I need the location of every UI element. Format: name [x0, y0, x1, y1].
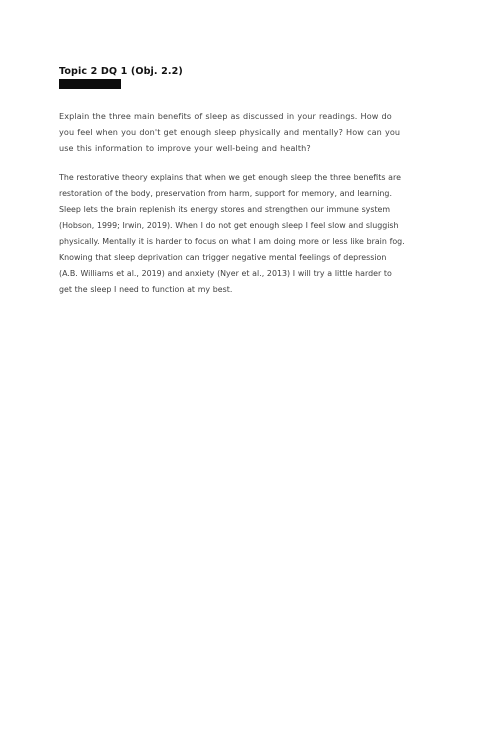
response-line: restoration of the body, preservation from harm, support for memory, and learning. [59, 189, 392, 198]
discussion-question [59, 108, 439, 156]
response-line: get the sleep I need to function at my best. [59, 285, 233, 294]
response-line: Knowing that sleep deprivation can trigger negative mental feelings of depression [59, 253, 387, 262]
question-line: use this information to improve your well-being and health? [59, 143, 311, 153]
response-line: physically. Mentally it is harder to focus on what I am doing more or less like brain fog. [59, 237, 405, 246]
question-line: Explain the three main benefits of sleep as discussed in your readings. How do [59, 111, 392, 121]
response-paragraph [59, 170, 439, 298]
response-line: (Hobson, 1999; Irwin, 2019). When I do not get enough sleep I feel slow and sluggish [59, 221, 399, 230]
document-title: Topic 2 DQ 1 (Obj. 2.2) [59, 66, 183, 77]
response-line: (A.B. Williams et al., 2019) and anxiety (Nyer et al., 2013) I will try a little harder to [59, 269, 392, 278]
question-line: you feel when you don't get enough sleep physically and mentally? How can you [59, 127, 401, 137]
document-content [59, 66, 439, 298]
response-line: Sleep lets the brain replenish its energy stores and strengthen our immune system [59, 205, 391, 214]
response-line: The restorative theory explains that when we get enough sleep the three benefits are [59, 173, 401, 182]
redacted-date-block [59, 79, 121, 89]
